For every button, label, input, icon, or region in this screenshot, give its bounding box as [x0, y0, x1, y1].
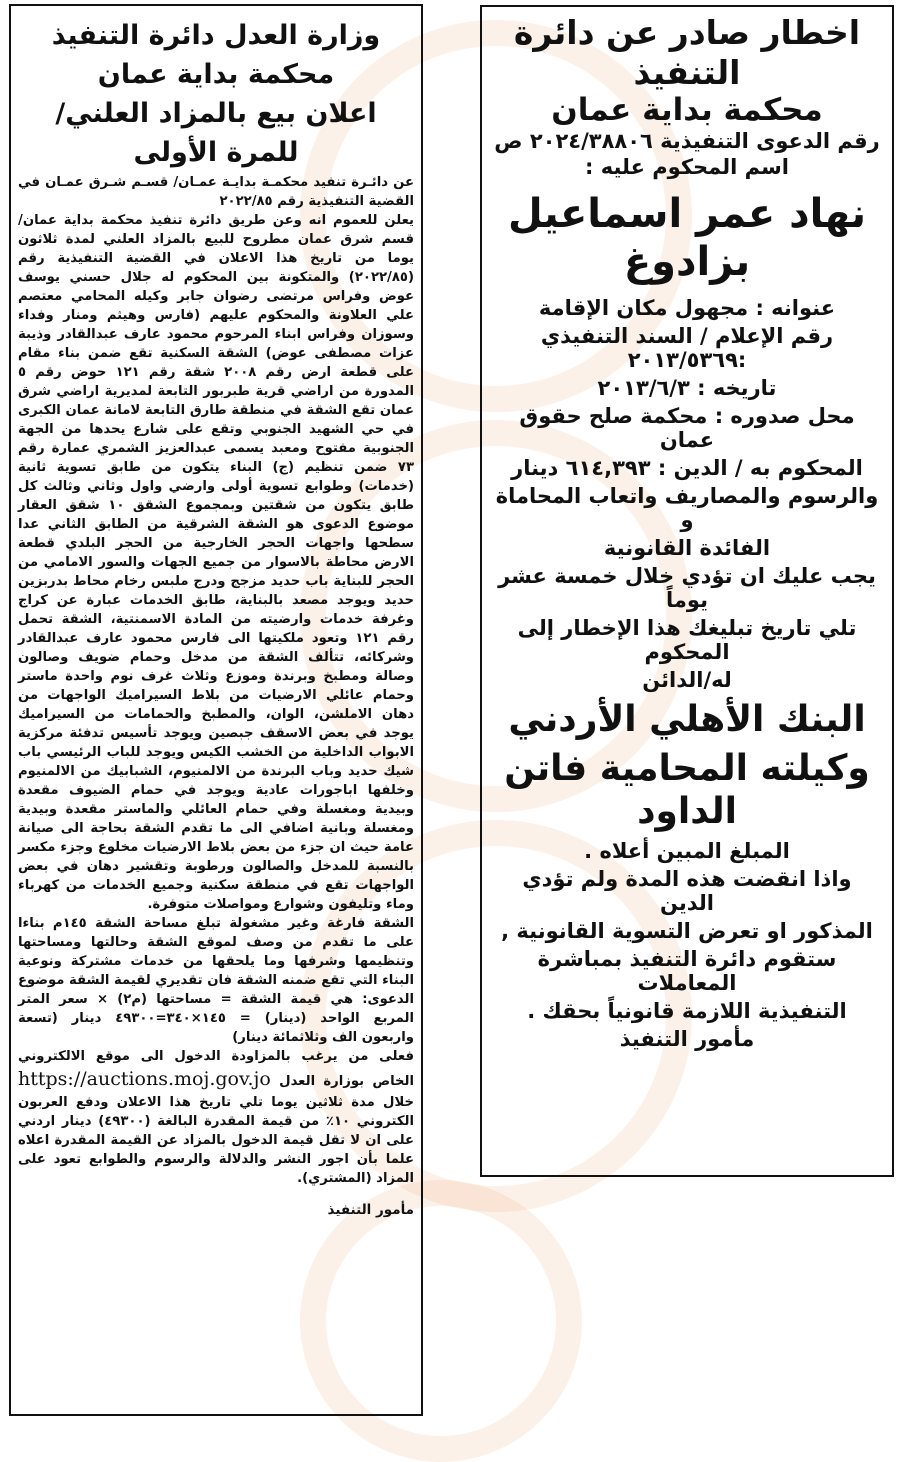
execution-notice-panel	[480, 5, 894, 1177]
case-intro: عن دائـرة تنفيد محكمـة بدايـة عمـان/ قسـم شـرق عمـان في القضية التنفيذية رقم ٢٠٢٢/٨٥	[18, 174, 414, 209]
notice-signature: مأمور التنفيذ	[619, 1027, 755, 1052]
case-number: رقم الدعوى التنفيذية ٢٠٢٤/٣٨٨٠٦ ص	[494, 129, 880, 154]
auction-heading-round: للمرة الأولى	[133, 137, 299, 169]
creditor-lawyer: وكيلته المحامية فاتن الداود	[504, 747, 870, 833]
bidding-text-before: فعلى من يرغب بالمزاودة الدخول الى موقع الالكتروني الخاص بوزارة العدل	[18, 1048, 414, 1089]
auction-notice-panel	[9, 4, 423, 1416]
judgment-date: تاريخه : ٢٠١٣/٦/٣	[597, 375, 777, 400]
auction-website-link[interactable]: https://auctions.moj.gov.jo	[18, 1067, 271, 1090]
debt-amount: المحكوم به / الدين : ٦١٤,٣٩٣ دينار	[511, 455, 863, 480]
ministry-title: وزارة العدل دائرة التنفيذ	[51, 20, 381, 51]
judgment-number: رقم الإعلام / السند التنفيذي :٢٠١٣/٥٣٦٩	[540, 323, 834, 372]
defendant-name: نهاد عمر اسماعيل بزادوغ	[507, 190, 867, 285]
property-valuation: الشقة فارغة وغير مشغولة تبلغ مساحة الشقة ١٤٥م بناءا على ما تقدم من وصف لموقع الشقة وحالتها ومساحتها وتنظيمها وشرفها وما يلحقها من خدمات مشتركة ونوعية البناء التي تقع ضمنه الشقة فان تقديري لقيمة الشقة موضوع الدعوى: هي قيمة الشقة = مساحتها (م٢) × سعر المتر المربع الواحد (دينار) = ١٤٥×٣٤٠=٤٩٣٠٠ دينار (تسعة واربعون الف وثلاثمائة دينار)	[18, 915, 414, 1045]
warning-line-4: التنفيذية اللازمة قانونياً بحقك .	[527, 999, 847, 1024]
amount-reference: المبلغ المبين أعلاه .	[584, 839, 790, 864]
fees-line: والرسوم والمصاريف واتعاب المحاماة و	[495, 483, 879, 532]
warning-line-2: المذكور او تعرض التسوية القانونية ,	[501, 919, 873, 944]
interest-line: الفائدة القانونية	[603, 535, 771, 560]
defendant-label: اسم المحكوم عليه :	[585, 154, 789, 179]
bidding-text-after: خلال مدة ثلاثين يوما تلي تاريخ هذا الاعلان ودفع العربون الكتروني ١٠٪ من قيمة المقدرة البالغة (٤٩٣٠٠) دينار اردني على ان لا تقل قيمة الدخول بالمزاد عن القيمة المقدرة اعلاه علما بأن اجور النشر والدلالة والرسوم والطوابع تعود على المزاد (المشتري).	[18, 1094, 414, 1186]
obligation-line-2: تلي تاريخ تبليغك هذا الإخطار إلى المحكوم	[517, 615, 857, 664]
notice-title: اخطار صادر عن دائرة التنفيذ	[513, 13, 861, 92]
property-description: يعلن للعموم انه وعن طريق دائرة تنفيذ محكمة بداية عمان/ قسم شرق عمان مطروح للبيع بالمزاد العلني لمدة ثلاثون يوما من تاريخ هذا الاعلان في القضية التنفيذية رقم (٢٠٢٢/٨٥) والمتكونة بين المحكوم له جلال حسني يوسف عوض وفراس مرتضى رضوان جابر وكيله المحامي معتصم علي العلاونة والمحكوم عليهم (فارس وهيثم ومنار وفداء وسوزان وفراس ابناء المرحوم محمود عارف عبدالقادر وذيبة عزات مصطفى عوض) الشقة السكنية تقع ضمن بناء مقام على قطعة ارض رقم ٢٠٠٨ شقة رقم ١٢١ حوض رقم ٥ المدورة من اراضي قرية طبربور التابعة لمديرية اراضي شرق عمان تقع الشقة في منطقة طارق التابعة لامانة عمان الكبرى في حي الشهيد الجنوبي وتقع على شارع يحدها من الجهة الجنوبية مفتوح ومعبد يسمى عبدالعزيز الشمري عمارة رقم ٧٣ ضمن تنظيم (ج) البناء يتكون من طابق تسوية ثانية (خدمات) وطوابع تسوية أولى وارضي واول وثاني وثالث كل طابق يتكون من شقتين وبمجموع الشقق ١٠ شقق العقار موضوع الدعوى هو الشقة الشرقية من الطابق الثاني عدا سطحها واجهات الحجر الخارجية من الحجر البلدي قطعة الارض محاطة بالاسوار من جميع الجهات والسور الامامي من الحجر للبناية باب حديد مزجج ودرج ملبس رخام محاط بدربزين حديد ويوجد مصعد بالبناية، طابق الخدمات عبارة عن كراج وغرفة خدمات وارضيته من المادة الاسمنتية، الشقة تحمل رقم ١٢١ وتعود ملكيتها الى فارس محمود عارف عبدالقادر وشركائه، تتألف الشقة من مدخل وحمام ضويف وصالون وصالة ومطبخ وبرندة وموزع وثلاث غرف نوم واحدة ماستر وحمام عائلي الارضيات من بلاط السيراميك الواجهات من دهان الاملشن، الوان، والمطبخ والحمامات من السيراميك يوجد في بعض الاسقف جبصين ويوجد تأسيس تدفئة مركزية الابواب الداخلية من الخشب الكيس ويوجد للباب الرئيسي باب شيك حديد وباب البرندة من الالمنيوم، الشبابيك من الالمنيوم وخلفها اباجورات عادية ويوجد في حمام الضيوف مقعدة وبيدية ومغسلة وفي حمام العائلي والماستر مقعدة وبيدية ومغسلة وبانية اضافي الى ما تقدم الشقة بحاجة الى صيانة عامة حيث ان جزء من بعض بلاط الارضيات مخلوع وجزء مكسر بالنسبة للمدخل والصالون ورطوبة وتقشير دهان في بعض الواجهات تقع في منطقة سكنية وجميع الخدمات من كهرباء وماء وتليفون وشوارع ومواصلات متوفرة.	[18, 212, 415, 912]
notice-court: محكمة بداية عمان	[551, 92, 823, 129]
defendant-address: عنوانه : مجهول مكان الإقامة	[538, 295, 836, 320]
court-title: محكمة بداية عمان	[97, 59, 335, 91]
obligation-line-3: له/الدائن	[642, 667, 732, 692]
bidding-instructions	[18, 1047, 414, 1188]
creditor-name: البنك الأهلي الأردني	[508, 698, 866, 740]
warning-line-3: ستقوم دائرة التنفيذ بمباشرة المعاملات	[537, 947, 837, 996]
warning-line-1: واذا انقضت هذه المدة ولم تؤدي الدين	[522, 867, 852, 916]
auction-signature: مأمور التنفيذ	[327, 1201, 414, 1218]
auction-heading: اعلان بيع بالمزاد العلني/	[55, 98, 377, 130]
obligation-line-1: يجب عليك ان تؤدي خلال خمسة عشر يوماً	[498, 563, 876, 612]
issuing-court: محل صدوره : محكمة صلح حقوق عمان	[519, 403, 855, 452]
